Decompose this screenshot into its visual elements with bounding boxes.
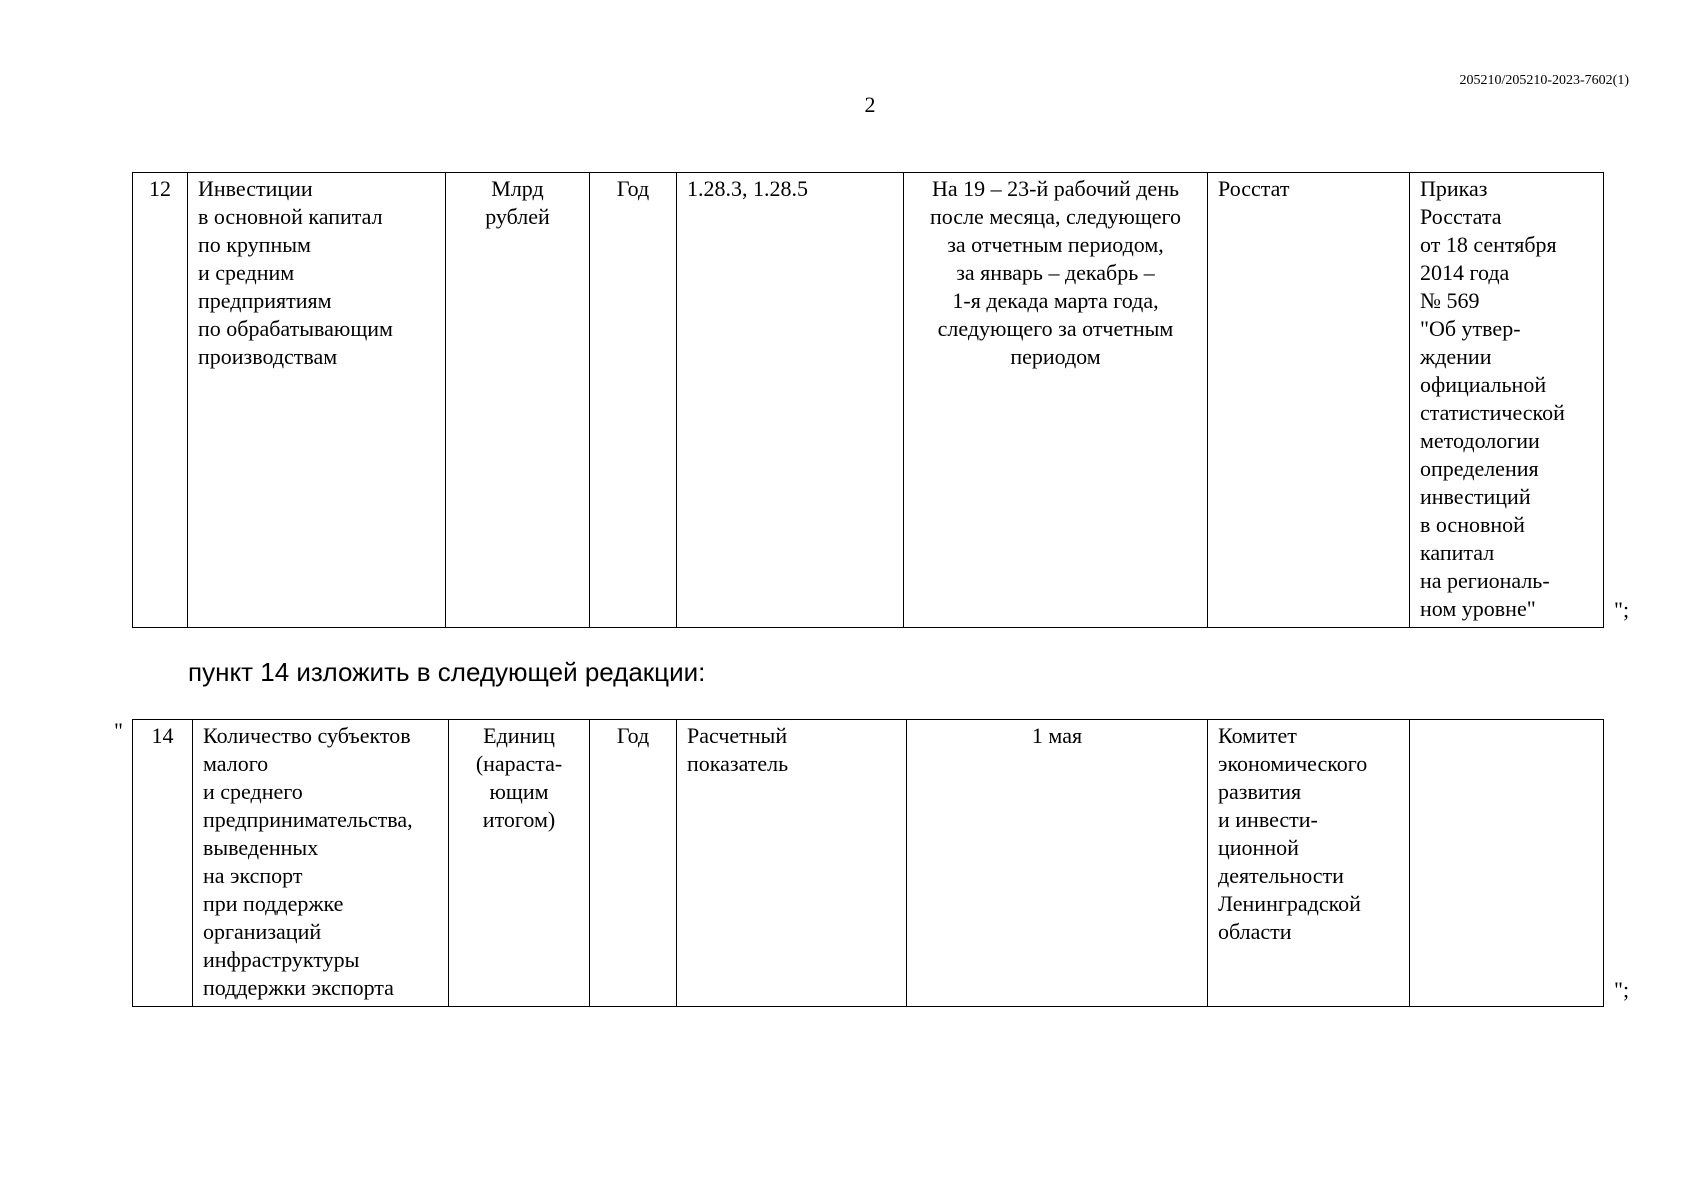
legal-basis <box>1410 720 1604 1007</box>
periodicity: Год <box>590 173 677 628</box>
data-source: Росстат <box>1208 173 1410 628</box>
legal-basis: Приказ Росстата от 18 сентября 2014 года № 569 "Об утвер- ждении официальной статистической методологии определения инвестиций в основной капитал на региональ- ном уровне" <box>1410 173 1604 628</box>
data-source: Комитет экономического развития и инвести- ционной деятельности Ленинградской области <box>1208 720 1410 1007</box>
row-number: 14 <box>133 720 193 1007</box>
unit-of-measure: Млрд рублей <box>446 173 590 628</box>
unit-of-measure: Единиц (нараста- ющим итогом) <box>449 720 590 1007</box>
indicator-name: Количество субъектов малого и среднего предпринимательства, выведенных на экспорт при поддержке организаций инфраструктуры поддержки экспорта <box>193 720 449 1007</box>
table-row <box>133 720 1604 1007</box>
row-number: 12 <box>133 173 188 628</box>
indicator-name: Инвестиции в основной капитал по крупным и средним предприятиям по обрабатывающим производствам <box>188 173 446 628</box>
table-row <box>133 173 1604 628</box>
deadline: 1 мая <box>907 720 1208 1007</box>
amendment-instruction: пункт 14 изложить в следующей редакции: <box>188 657 706 687</box>
page-number: 2 <box>864 92 876 117</box>
opening-quote: " <box>114 718 123 743</box>
indicator-table-row-14 <box>132 719 1604 1007</box>
form-code: Расчетный показатель <box>677 720 907 1007</box>
closing-quote: "; <box>1614 977 1630 1002</box>
document-id: 205210/205210-2023-7602(1) <box>1459 73 1629 88</box>
indicator-table-row-12 <box>132 172 1604 628</box>
periodicity: Год <box>590 720 677 1007</box>
form-code: 1.28.3, 1.28.5 <box>677 173 904 628</box>
deadline: На 19 – 23-й рабочий день после месяца, следующего за отчетным периодом, за январь – декабрь – 1-я декада марта года, следующего за отчетным периодом <box>904 173 1208 628</box>
closing-quote: "; <box>1614 597 1630 622</box>
